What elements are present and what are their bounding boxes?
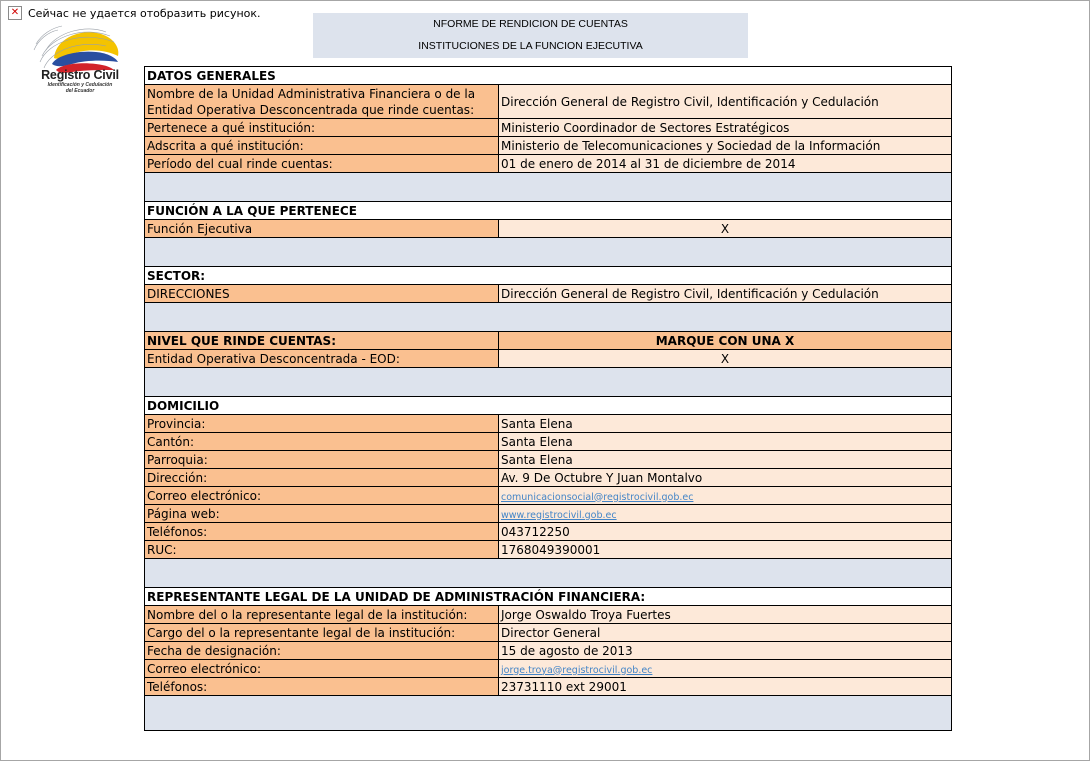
value-periodo[interactable]: 01 de enero de 2014 al 31 de diciembre de 2014 xyxy=(499,155,952,173)
report-header-line1: NFORME DE RENDICION DE CUENTAS xyxy=(433,18,628,30)
label-adscrita: Adscrita a qué institución: xyxy=(145,137,499,155)
label-telefonos: Teléfonos: xyxy=(145,523,499,541)
section-title-funcion: FUNCIÓN A LA QUE PERTENECE xyxy=(145,202,952,220)
label-rep-telefonos: Teléfonos: xyxy=(145,678,499,696)
label-pertenece: Pertenece a qué institución: xyxy=(145,119,499,137)
nivel-instruction: MARQUE CON UNA X xyxy=(499,332,952,350)
logo-subtitle-2: del Ecuador xyxy=(65,88,95,94)
rep-email-link[interactable]: jorge.troya@registrocivil.gob.ec xyxy=(501,664,653,676)
website-link[interactable]: www.registrocivil.gob.ec xyxy=(501,509,617,521)
label-unidad: Nombre de la Unidad Administrativa Financiera o de la Entidad Operativa Desconcentrada que rinde cuentas: xyxy=(145,85,499,119)
label-correo: Correo electrónico: xyxy=(145,487,499,505)
value-telefonos[interactable]: 043712250 xyxy=(499,523,952,541)
broken-image-icon: ✕ xyxy=(8,6,22,20)
section-title-sector: SECTOR: xyxy=(145,267,952,285)
section-title-domicilio: DOMICILIO xyxy=(145,397,952,415)
section-title-datos-generales: DATOS GENERALES xyxy=(145,67,952,85)
value-rep-fecha[interactable]: 15 de agosto de 2013 xyxy=(499,642,952,660)
value-rep-nombre[interactable]: Jorge Oswaldo Troya Fuertes xyxy=(499,606,952,624)
label-ruc: RUC: xyxy=(145,541,499,559)
value-ruc[interactable]: 1768049390001 xyxy=(499,541,952,559)
spacer-row xyxy=(145,238,952,267)
value-unidad[interactable]: Dirección General de Registro Civil, Identificación y Cedulación xyxy=(499,85,952,119)
spacer-row xyxy=(145,303,952,332)
report-form-table xyxy=(144,66,952,731)
spacer-row xyxy=(145,173,952,202)
section-title-nivel: NIVEL QUE RINDE CUENTAS: xyxy=(145,332,499,350)
broken-image-notice xyxy=(8,6,261,20)
label-rep-fecha: Fecha de designación: xyxy=(145,642,499,660)
logo-subtitle-1: Identificación y Cedulación xyxy=(47,82,113,88)
value-web-cell xyxy=(499,505,952,523)
label-sector: DIRECCIONES xyxy=(145,285,499,303)
value-parroquia[interactable]: Santa Elena xyxy=(499,451,952,469)
spacer-row xyxy=(145,696,952,731)
value-nivel[interactable]: X xyxy=(499,350,952,368)
section-title-representante: REPRESENTANTE LEGAL DE LA UNIDAD DE ADMINISTRACIÓN FINANCIERA: xyxy=(145,588,952,606)
logo-text xyxy=(40,68,120,94)
label-funcion: Función Ejecutiva xyxy=(145,220,499,238)
value-correo-cell xyxy=(499,487,952,505)
value-sector[interactable]: Dirección General de Registro Civil, Identificación y Cedulación xyxy=(499,285,952,303)
email-link[interactable]: comunicacionsocial@registrocivil.gob.ec xyxy=(501,491,694,503)
value-rep-telefonos[interactable]: 23731110 ext 29001 xyxy=(499,678,952,696)
label-canton: Cantón: xyxy=(145,433,499,451)
report-header xyxy=(313,13,748,58)
label-rep-cargo: Cargo del o la representante legal de la institución: xyxy=(145,624,499,642)
value-provincia[interactable]: Santa Elena xyxy=(499,415,952,433)
value-canton[interactable]: Santa Elena xyxy=(499,433,952,451)
spacer-row xyxy=(145,368,952,397)
value-adscrita[interactable]: Ministerio de Telecomunicaciones y Sociedad de la Información xyxy=(499,137,952,155)
value-pertenece[interactable]: Ministerio Coordinador de Sectores Estratégicos xyxy=(499,119,952,137)
value-direccion[interactable]: Av. 9 De Octubre Y Juan Montalvo xyxy=(499,469,952,487)
label-nivel: Entidad Operativa Desconcentrada - EOD: xyxy=(145,350,499,368)
label-web: Página web: xyxy=(145,505,499,523)
value-rep-cargo[interactable]: Director General xyxy=(499,624,952,642)
label-periodo: Período del cual rinde cuentas: xyxy=(145,155,499,173)
label-rep-nombre: Nombre del o la representante legal de la institución: xyxy=(145,606,499,624)
value-rep-correo-cell xyxy=(499,660,952,678)
broken-image-text: Сейчас не удается отобразить рисунок. xyxy=(28,6,261,20)
label-provincia: Provincia: xyxy=(145,415,499,433)
logo-title: Registro Civil xyxy=(41,68,119,82)
value-funcion[interactable]: X xyxy=(499,220,952,238)
report-header-line2: INSTITUCIONES DE LA FUNCION EJECUTIVA xyxy=(418,40,643,52)
label-rep-correo: Correo electrónico: xyxy=(145,660,499,678)
label-parroquia: Parroquia: xyxy=(145,451,499,469)
label-direccion: Dirección: xyxy=(145,469,499,487)
spacer-row xyxy=(145,559,952,588)
